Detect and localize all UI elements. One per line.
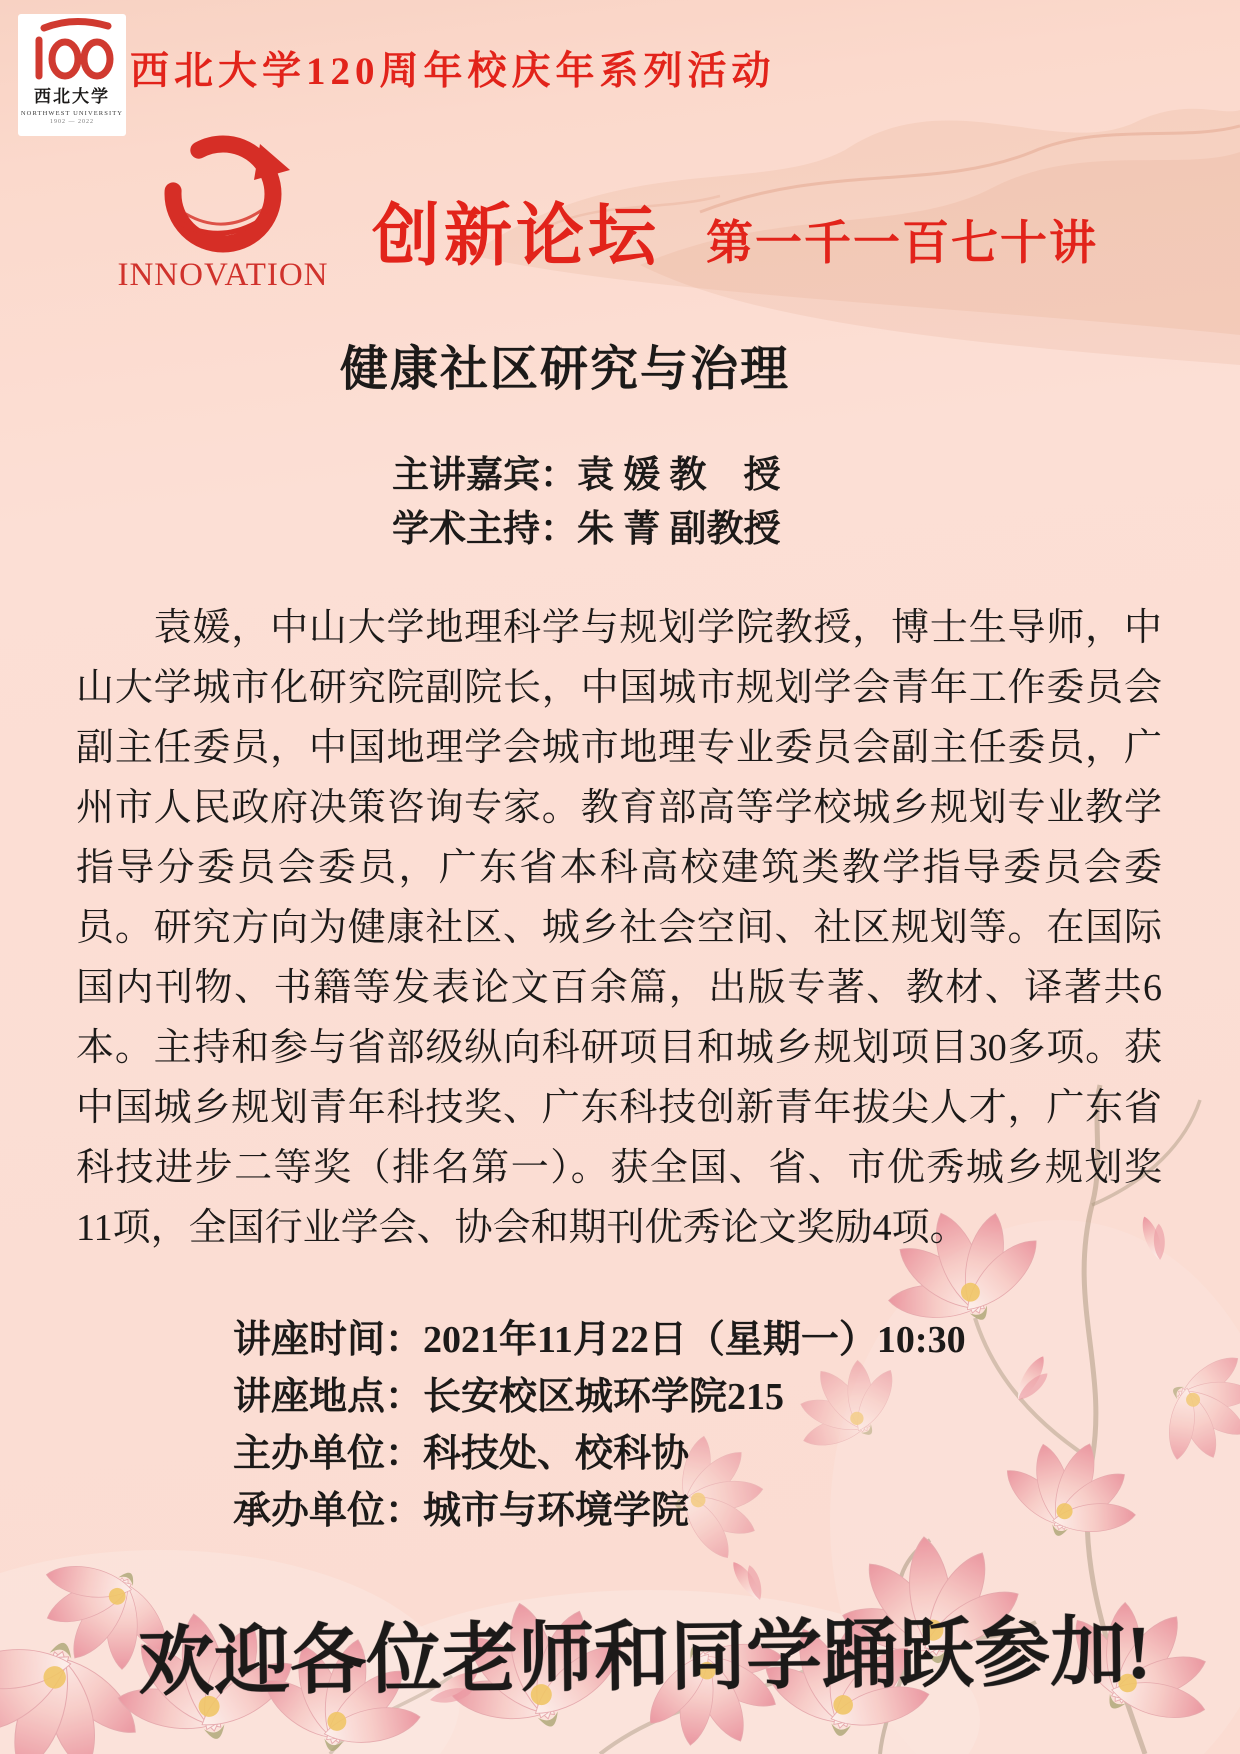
event-details (233, 1312, 966, 1540)
university-name-cn: 西北大学 (34, 87, 110, 106)
bio-line: 11项，全国行业学会、协会和期刊优秀论文奖励4项。 (76, 1207, 968, 1249)
detail-label: 讲座地点： (233, 1376, 424, 1418)
bio-line: 员。研究方向为健康社区、城乡社会空间、社区规划等。在国际 (76, 907, 1162, 949)
anniversary-100-mark-icon (22, 14, 122, 84)
detail-value: 城市与环境学院 (423, 1490, 690, 1532)
university-logo (18, 14, 126, 136)
forum-session-number: 第一千一百七十讲 (706, 216, 1099, 269)
speaker-label: 主讲嘉宾： (392, 455, 577, 496)
detail-row-time (233, 1312, 966, 1369)
forum-title-row (372, 182, 1098, 279)
speaker-line (392, 444, 781, 498)
detail-value: 长安校区城环学院215 (423, 1376, 785, 1418)
innovation-circle-icon (148, 130, 298, 258)
welcome-calligraphy: 欢迎各位老师和同学踊跃参加! (137, 1610, 1152, 1706)
bio-line: 州市人民政府决策咨询专家。教育部高等学校城乡规划专业教学 (76, 787, 1162, 829)
bio-line: 副主任委员，中国地理学会城市地理专业委员会副主任委员，广 (76, 727, 1162, 769)
bio-line: 国内刊物、书籍等发表论文百余篇，出版专著、教材、译著共6 (76, 967, 1162, 1009)
bio-line: 本。主持和参与省部级纵向科研项目和城乡规划项目30多项。获 (76, 1027, 1162, 1069)
host-line (392, 498, 781, 552)
host-label: 学术主持： (392, 509, 577, 550)
series-title: 西北大学120周年校庆年系列活动 (130, 50, 776, 93)
biography-paragraph (76, 598, 1162, 1258)
detail-value: 科技处、校科协 (423, 1433, 690, 1475)
detail-row-location (233, 1369, 966, 1426)
bio-line: 中国城乡规划青年科技奖、广东科技创新青年拔尖人才，广东省 (76, 1087, 1162, 1129)
innovation-logo (98, 130, 348, 294)
bio-line: 袁媛，中山大学地理科学与规划学院教授，博士生导师，中 (76, 607, 1162, 649)
detail-label: 讲座时间： (233, 1319, 424, 1361)
detail-label: 主办单位： (233, 1433, 424, 1475)
bio-line: 山大学城市化研究院副院长，中国城市规划学会青年工作委员会 (76, 667, 1162, 709)
detail-row-organizer (233, 1426, 966, 1483)
innovation-wordmark: INNOVATION (117, 257, 329, 293)
bio-line: 指导分委员会委员，广东省本科高校建筑类教学指导委员会委 (76, 847, 1162, 889)
host-name: 朱 菁 副教授 (577, 509, 781, 550)
detail-row-host-unit (233, 1483, 966, 1540)
detail-value: 2021年11月22日（星期一）10:30 (423, 1319, 966, 1361)
speaker-name: 袁 媛 教 授 (577, 455, 781, 496)
lecture-title: 健康社区研究与治理 (339, 343, 790, 396)
university-name-en: NORTHWEST UNIVERSITY (20, 110, 124, 117)
detail-label: 承办单位： (233, 1490, 424, 1532)
bio-line: 科技进步二等奖（排名第一）。获全国、省、市优秀城乡规划奖 (76, 1147, 1162, 1189)
forum-name: 创新论坛 (372, 198, 661, 274)
university-years: 1902 — 2022 (50, 119, 94, 125)
